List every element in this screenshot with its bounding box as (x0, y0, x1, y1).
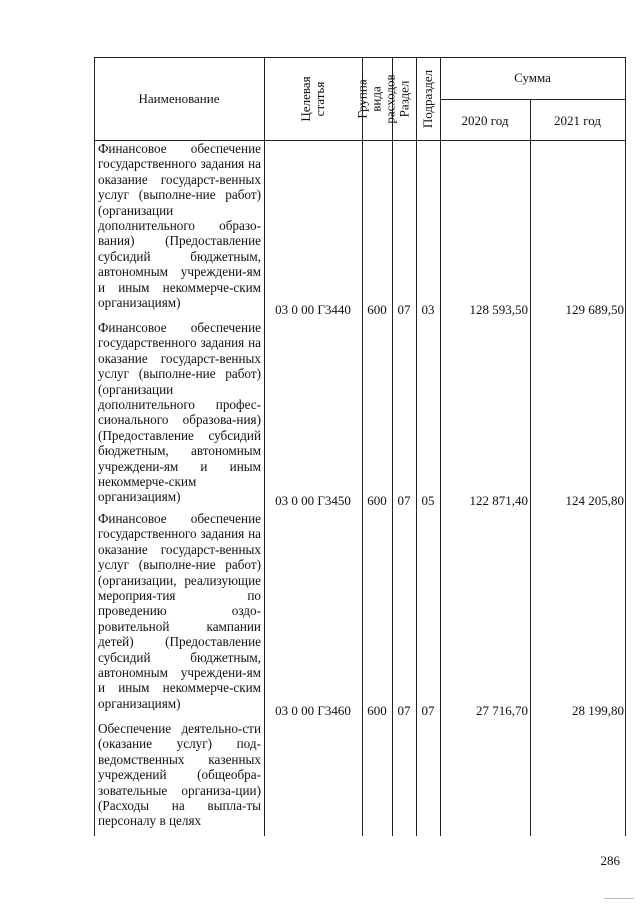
row-name: Финансовое обеспечение государственного задания на оказание государст-венных услуг (выполне-ние работ) (организации дополнительного образо-вания) (Предоставление субсидий бюджетным, автономным учреждени-ям и иным некоммерче-ским организациям) (98, 141, 261, 311)
row-sum-2020: 128 593,50 (469, 302, 528, 317)
header-sum: Сумма (514, 70, 551, 85)
header-target: Целевая статья (298, 75, 327, 122)
col-border (362, 57, 363, 836)
row-subsection: 05 (421, 493, 435, 508)
row-group: 600 (367, 703, 387, 718)
row-code: 03 0 00 Г3460 (275, 703, 351, 718)
row-name: Финансовое обеспечение государственного задания на оказание государст-венных услуг (выполне-ние работ) (организации, реализующие мероприя-тия по проведению оздо-ровительной кампании детей) (Предоставление субсидий бюджетным, автономным учреждени-ям и иным некоммерче-ским организациям) (98, 511, 261, 711)
col-border (264, 57, 265, 836)
header-subsection: Подраздел (420, 69, 436, 128)
row-sum-2020: 122 871,40 (469, 493, 528, 508)
col-border (530, 99, 531, 836)
header-split-line (440, 99, 625, 100)
row-group: 600 (367, 493, 387, 508)
row-section: 07 (397, 703, 411, 718)
row-section: 07 (397, 493, 411, 508)
col-border (440, 57, 441, 836)
row-group: 600 (367, 302, 387, 317)
row-section: 07 (397, 302, 411, 317)
col-border (416, 57, 417, 836)
row-subsection: 03 (421, 302, 435, 317)
header-group: Группа вида расходов (355, 73, 398, 124)
row-name: Обеспечение деятельно-сти (оказание услуг) под-ведомственных казенных учреждений (общеобра-зовательные организа-ции) (Расходы на выпла-ты персоналу в целях (98, 721, 261, 829)
header-year-2020: 2020 год (461, 113, 509, 128)
header-section: Раздел (396, 80, 411, 117)
col-border (392, 57, 393, 836)
col-border (94, 57, 95, 836)
header-year-2021: 2021 год (554, 113, 601, 128)
header-name: Наименование (138, 91, 220, 106)
page-edge-mark (604, 898, 634, 899)
row-sum-2021: 124 205,80 (565, 493, 624, 508)
row-sum-2021: 28 199,80 (572, 703, 624, 718)
col-border (625, 57, 626, 836)
budget-table (94, 57, 625, 836)
row-code: 03 0 00 Г3440 (275, 302, 351, 317)
row-sum-2021: 129 689,50 (565, 302, 624, 317)
row-sum-2020: 27 716,70 (476, 703, 528, 718)
row-name: Финансовое обеспечение государственного задания на оказание государст-венных услуг (выполне-ние работ) (организации дополнительного профес-сионального образова-ния) (Предоставление субсидий бюджетным, автономным учреждени-ям и иным некоммерче-ским организациям) (98, 320, 261, 505)
row-subsection: 07 (421, 703, 435, 718)
page-number: 286 (600, 853, 620, 868)
row-code: 03 0 00 Г3450 (275, 493, 351, 508)
